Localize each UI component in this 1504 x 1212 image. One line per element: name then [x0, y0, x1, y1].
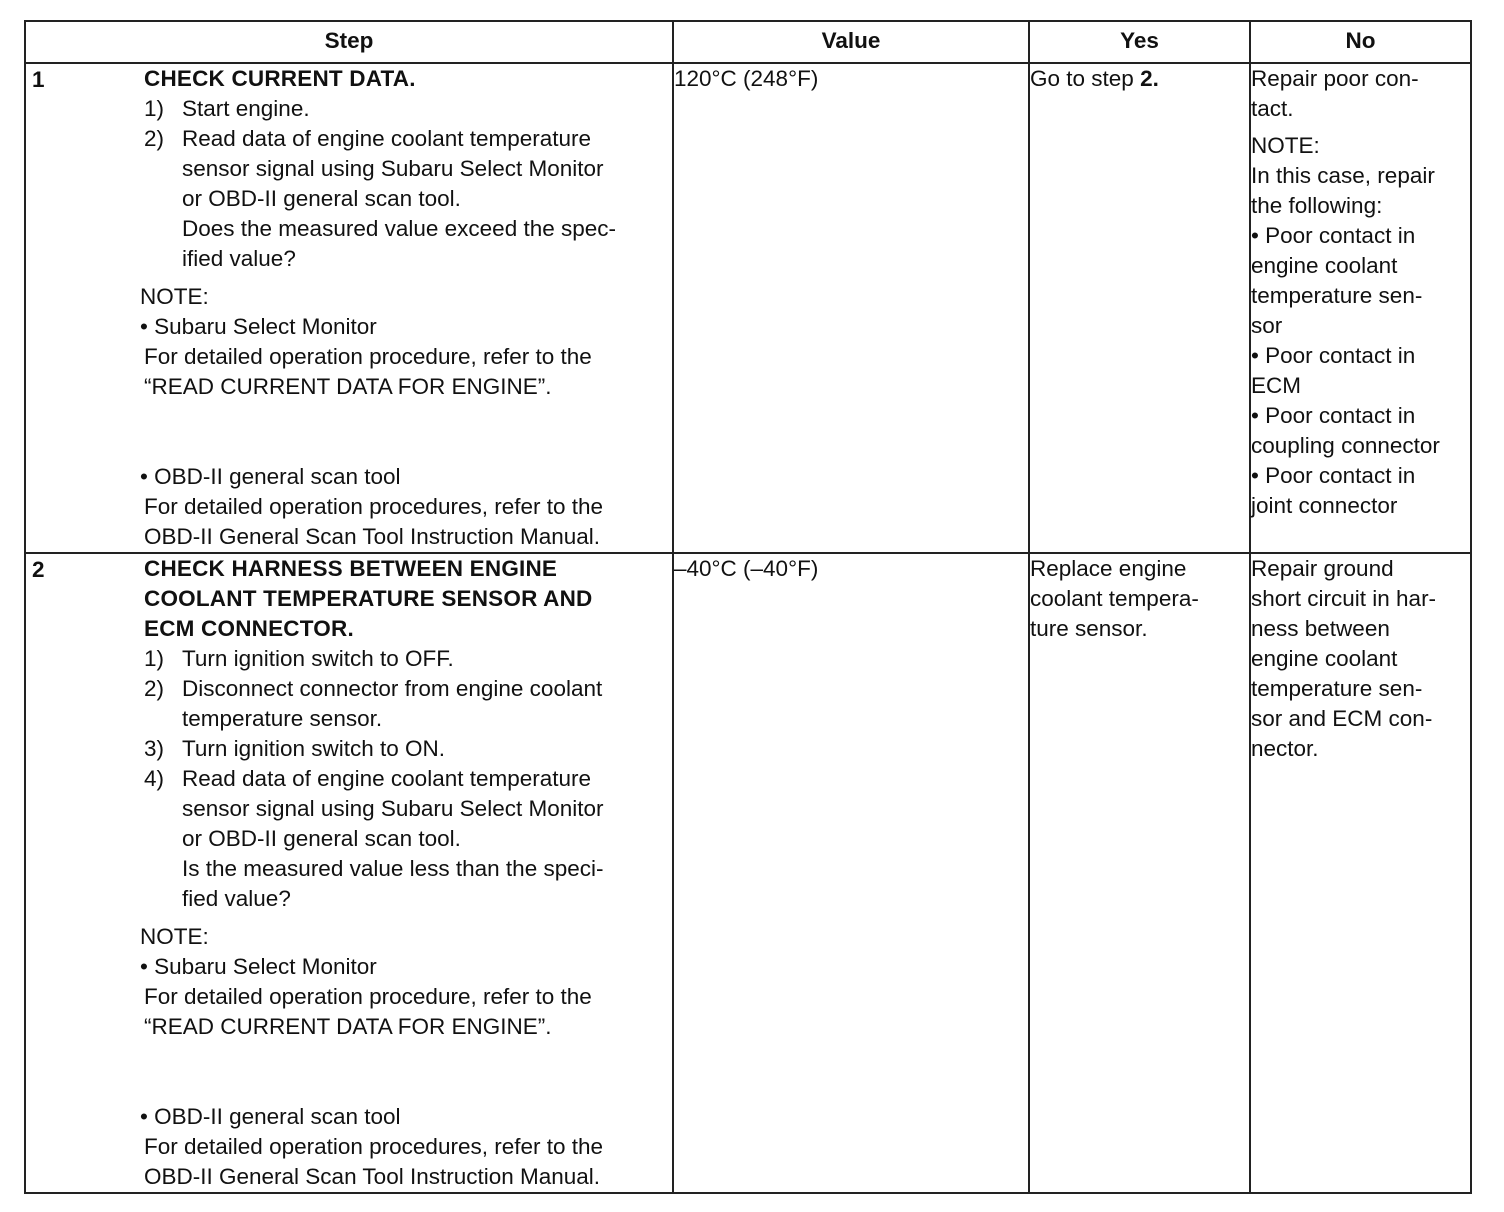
- substep-line: Disconnect connector from engine coolant: [182, 676, 603, 701]
- yes-line: coolant tempera-: [1030, 586, 1199, 611]
- step-cell-1: [25, 63, 673, 553]
- substep-number: 1): [144, 646, 165, 671]
- no-bullet-line: temperature sen-: [1251, 283, 1423, 308]
- substep-line: sensor signal using Subaru Select Monitor: [182, 796, 604, 821]
- spacer: [144, 1042, 672, 1102]
- substep-text: [182, 734, 672, 764]
- yes-text: Go to step: [1030, 66, 1141, 91]
- substep-number: 2): [144, 126, 165, 151]
- yes-line: Replace engine: [1030, 556, 1187, 581]
- no-line: Repair poor con-: [1251, 66, 1419, 91]
- no-bullet-line: ECM: [1251, 373, 1301, 398]
- substep-number: 2): [144, 676, 165, 701]
- substep-line: fied value?: [182, 886, 291, 911]
- substep: [144, 734, 672, 764]
- no-line: short circuit in har-: [1251, 586, 1437, 611]
- substep-text: [182, 644, 672, 674]
- table-row: [25, 63, 1471, 553]
- substep-line: Turn ignition switch to OFF.: [182, 646, 454, 671]
- diagnostic-table: [24, 20, 1472, 1194]
- header-no: No: [1250, 21, 1471, 63]
- note-label: NOTE:: [140, 284, 209, 309]
- yes-step-ref: 2.: [1140, 66, 1159, 91]
- step-title: CHECK CURRENT DATA.: [144, 66, 416, 91]
- step-number: 1: [32, 67, 45, 92]
- substep-text: [182, 674, 672, 734]
- no-line: ness between: [1251, 616, 1390, 641]
- header-value: Value: [673, 21, 1029, 63]
- step-title-line: CHECK HARNESS BETWEEN ENGINE: [144, 556, 558, 581]
- substep: [144, 674, 672, 734]
- note-line: “READ CURRENT DATA FOR ENGINE”.: [144, 374, 552, 399]
- substep: [144, 94, 672, 124]
- no-bullet-line: • Poor contact in: [1251, 343, 1416, 368]
- header-yes: Yes: [1029, 21, 1250, 63]
- note-bullet: • OBD-II general scan tool: [140, 464, 401, 489]
- yes-cell-2: [1029, 553, 1250, 1193]
- step-cell-2: [25, 553, 673, 1193]
- substep-text: [182, 124, 672, 274]
- table-row: [25, 553, 1471, 1193]
- header-step: Step: [25, 21, 673, 63]
- no-line: engine coolant: [1251, 646, 1398, 671]
- no-bullet-line: engine coolant: [1251, 253, 1398, 278]
- no-note-line: In this case, repair: [1251, 163, 1435, 188]
- substep-line: Read data of engine coolant temperature: [182, 766, 592, 791]
- spacer: [144, 402, 672, 462]
- substep-line: Start engine.: [182, 96, 310, 121]
- substep-line: sensor signal using Subaru Select Monitor: [182, 156, 604, 181]
- no-line: Repair ground: [1251, 556, 1394, 581]
- yes-cell-1: [1029, 63, 1250, 553]
- no-line: tact.: [1251, 96, 1294, 121]
- substep: [144, 764, 672, 914]
- note-label: NOTE:: [140, 924, 209, 949]
- yes-line: ture sensor.: [1030, 616, 1148, 641]
- no-bullet-line: joint connector: [1251, 493, 1398, 518]
- substep-text: [182, 764, 672, 914]
- value-cell-1: 120°C (248°F): [673, 63, 1029, 553]
- note-line: For detailed operation procedures, refer to the: [144, 1134, 604, 1159]
- no-cell-2: [1250, 553, 1471, 1193]
- note-line: OBD-II General Scan Tool Instruction Manual.: [144, 524, 601, 549]
- note-line: For detailed operation procedure, refer to the: [144, 984, 592, 1009]
- substep-line: temperature sensor.: [182, 706, 383, 731]
- note-line: For detailed operation procedures, refer to the: [144, 494, 604, 519]
- substep-number: 4): [144, 766, 165, 791]
- substep: [144, 124, 672, 274]
- substep-line: or OBD-II general scan tool.: [182, 186, 461, 211]
- no-line: nector.: [1251, 736, 1319, 761]
- no-cell-1: [1250, 63, 1471, 553]
- no-line: sor and ECM con-: [1251, 706, 1433, 731]
- no-bullet-line: • Poor contact in: [1251, 223, 1416, 248]
- substep-text: [182, 94, 672, 124]
- note-line: For detailed operation procedure, refer to the: [144, 344, 592, 369]
- table-header-row: [25, 21, 1471, 63]
- no-bullet-line: coupling connector: [1251, 433, 1440, 458]
- substep-line: Is the measured value less than the speci-: [182, 856, 604, 881]
- note-bullet: • OBD-II general scan tool: [140, 1104, 401, 1129]
- no-bullet-line: • Poor contact in: [1251, 463, 1416, 488]
- note-line: OBD-II General Scan Tool Instruction Manual.: [144, 1164, 601, 1189]
- no-note-line: the following:: [1251, 193, 1383, 218]
- note-bullet: • Subaru Select Monitor: [140, 954, 377, 979]
- substep-line: or OBD-II general scan tool.: [182, 826, 461, 851]
- no-bullet-line: • Poor contact in: [1251, 403, 1416, 428]
- substep-number: 1): [144, 96, 165, 121]
- substep-line: Does the measured value exceed the spec-: [182, 216, 617, 241]
- step-body: [140, 64, 672, 552]
- substep-line: ified value?: [182, 246, 296, 271]
- no-line: temperature sen-: [1251, 676, 1423, 701]
- substep-line: Turn ignition switch to ON.: [182, 736, 446, 761]
- note-bullet: • Subaru Select Monitor: [140, 314, 377, 339]
- no-note-label: NOTE:: [1251, 133, 1320, 158]
- step-number: 2: [32, 557, 45, 582]
- substep-line: Read data of engine coolant temperature: [182, 126, 592, 151]
- note-line: “READ CURRENT DATA FOR ENGINE”.: [144, 1014, 552, 1039]
- substep: [144, 644, 672, 674]
- no-bullet-line: sor: [1251, 313, 1283, 338]
- value-cell-2: –40°C (–40°F): [673, 553, 1029, 1193]
- step-body: [140, 554, 672, 1192]
- step-title-line: COOLANT TEMPERATURE SENSOR AND: [144, 586, 593, 611]
- substep-number: 3): [144, 736, 165, 761]
- step-title-line: ECM CONNECTOR.: [144, 616, 354, 641]
